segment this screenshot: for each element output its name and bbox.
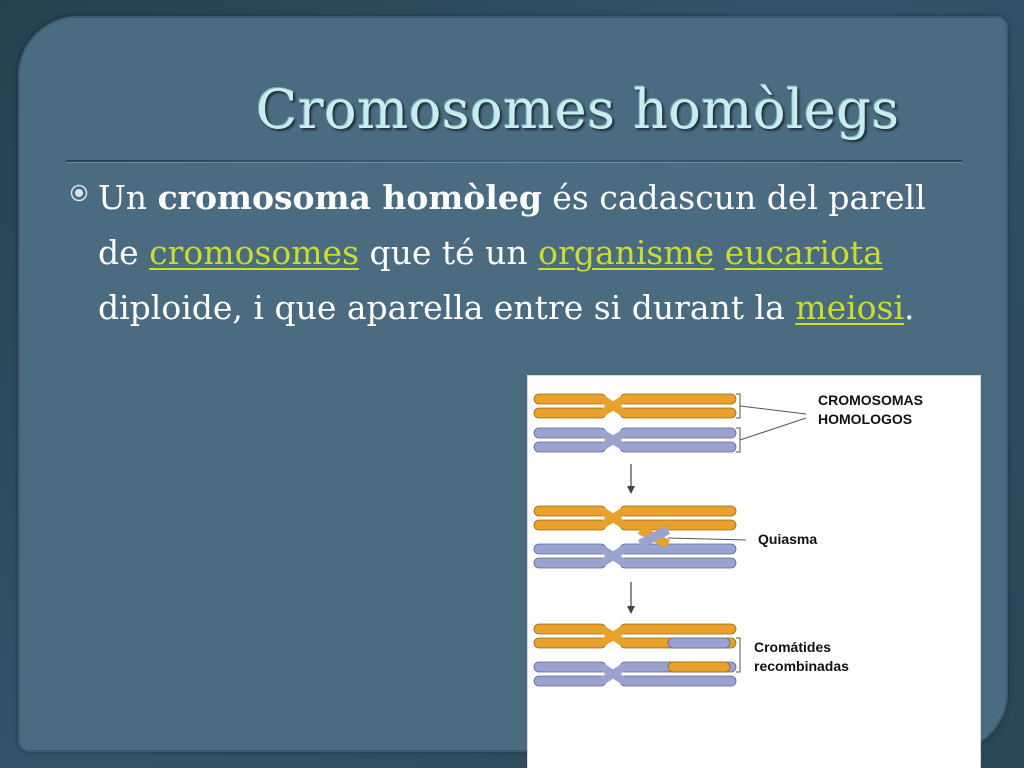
recombined-bracket	[736, 638, 740, 672]
label-homologs-line1: CROMOSOMAS	[818, 392, 923, 408]
text-segment: diploide, i que aparella entre si durant la	[98, 288, 796, 327]
label-recombined-line2: recombinadas	[754, 658, 849, 674]
text-segment: Un	[98, 178, 158, 217]
crossover-diagram	[528, 376, 980, 768]
bullet-text	[98, 170, 930, 335]
homolog-brackets	[736, 394, 806, 452]
meiosis-crossover-figure	[528, 376, 980, 768]
text-segment: .	[904, 288, 915, 327]
title-divider	[66, 160, 962, 162]
bullet-paragraph	[70, 170, 930, 335]
label-chiasma: Quiasma	[758, 531, 818, 547]
chiasma-pointer	[668, 538, 746, 540]
down-arrow-icon	[627, 582, 635, 614]
slide-title: Cromosomes homòlegs	[256, 78, 900, 141]
label-homologs-line2: HOMOLOGOS	[818, 411, 913, 427]
link-eucariota[interactable]: eucariota	[724, 233, 883, 272]
link-cromosomes[interactable]: cromosomes	[149, 233, 359, 272]
homolog-pair-blue	[534, 428, 736, 452]
text-segment: és cadascun del parell de	[98, 178, 926, 272]
link-organisme[interactable]: organisme	[538, 233, 715, 272]
recombined-chromosomes	[534, 624, 736, 686]
homolog-pair-orange	[534, 394, 736, 418]
chiasma-stage-chromosomes	[534, 506, 736, 568]
link-meiosi[interactable]: meiosi	[795, 288, 905, 327]
label-recombined-line1: Cromátides	[754, 639, 832, 655]
text-segment: que té un	[359, 233, 539, 272]
bold-term: cromosoma homòleg	[157, 178, 542, 217]
text-segment	[714, 233, 725, 272]
down-arrow-icon	[627, 464, 635, 494]
bullet-icon	[70, 184, 88, 202]
